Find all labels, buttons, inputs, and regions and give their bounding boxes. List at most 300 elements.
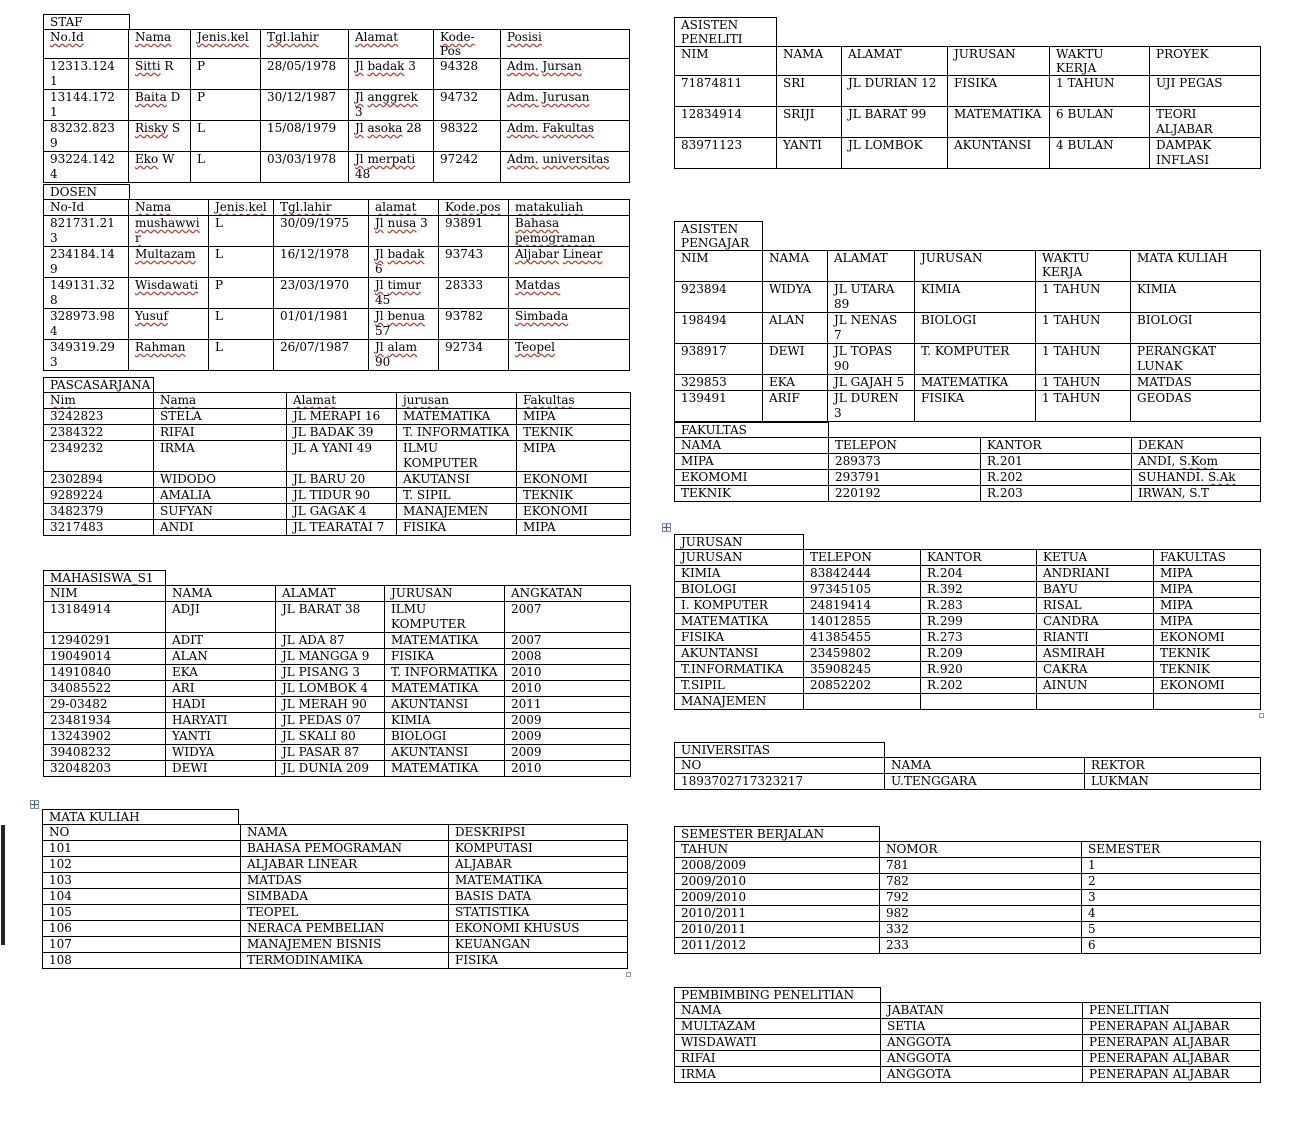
table-cell: Rahman	[129, 340, 209, 371]
table-cell: L	[209, 216, 274, 247]
table-header-row	[43, 825, 628, 841]
table-row	[44, 309, 630, 340]
table-cell: ALJABAR	[449, 857, 628, 873]
table-cell: Teopel	[509, 340, 630, 371]
table-cell: 71874811	[675, 76, 777, 107]
table-cell: DEWI	[763, 344, 828, 375]
table-cell: MIPA	[517, 409, 631, 425]
table-cell: 94328	[434, 59, 501, 90]
table-cell: SIMBADA	[241, 889, 449, 905]
table-cell: 2010	[505, 761, 631, 777]
table-cell: 03/03/1978	[261, 152, 349, 183]
table-row	[44, 713, 631, 729]
table-cell: JL BARAT 38	[276, 602, 385, 633]
table-cell: JL BARAT 99	[842, 107, 948, 138]
table-cell: PENERAPAN ALJABAR	[1083, 1035, 1261, 1051]
column-header: PROYEK	[1150, 47, 1261, 76]
table-cell: 2	[1082, 874, 1261, 890]
table-cell: T. INFORMATIKA	[385, 665, 505, 681]
table-cell: 1 TAHUN	[1036, 313, 1131, 344]
table-cell: 104	[43, 889, 241, 905]
table-cell: R.283	[921, 598, 1037, 614]
table-cell: KIMIA	[385, 713, 505, 729]
column-header: TELEPON	[804, 550, 921, 566]
table-move-handle-icon[interactable]	[662, 523, 671, 532]
table-cell: GEODAS	[1131, 391, 1261, 422]
column-header: NAMA	[885, 758, 1085, 774]
column-header: KETUA	[1037, 550, 1154, 566]
table-cell: 2010	[505, 681, 631, 697]
table-cell: 1 TAHUN	[1036, 282, 1131, 313]
table-row	[44, 633, 631, 649]
table-header-row	[44, 30, 630, 59]
table-cell: 289373	[829, 454, 981, 470]
table-row	[43, 905, 628, 921]
table-cell: MATEMATIKA	[915, 375, 1036, 391]
table-cell: FISIKA	[915, 391, 1036, 422]
table-cell: EKONOMI	[1154, 678, 1261, 694]
table-cell: 30/09/1975	[274, 216, 369, 247]
table-cell: 1 TAHUN	[1050, 76, 1150, 107]
table-cell: JL PISANG 3	[276, 665, 385, 681]
table-title: ASISTEN PENELITI	[674, 17, 777, 46]
column-header: DEKAN	[1132, 438, 1261, 454]
table-cell: Risky S	[129, 121, 191, 152]
table-cell: 32048203	[44, 761, 166, 777]
table-cell: 93224.1424	[44, 152, 129, 183]
table-cell: IRWAN, S.T	[1132, 486, 1261, 502]
table-cell: AMALIA	[154, 488, 287, 504]
table-cell: SUFYAN	[154, 504, 287, 520]
table-cell: 39408232	[44, 745, 166, 761]
table-title: JURUSAN	[674, 534, 804, 549]
table-row	[44, 216, 630, 247]
table-cell: JL DUREN 3	[828, 391, 915, 422]
table-cell: Bahasa pemograman	[509, 216, 630, 247]
table-cell: EKONOMI	[517, 504, 631, 520]
table-cell: LUKMAN	[1085, 774, 1261, 790]
table-cell: 13243902	[44, 729, 166, 745]
table-cell: JL DUNIA 209	[276, 761, 385, 777]
table-cell: JL MANGGA 9	[276, 649, 385, 665]
table-cell: MIPA	[517, 441, 631, 472]
table-cell: MATEMATIKA	[385, 681, 505, 697]
table-cell: 93891	[439, 216, 509, 247]
table-cell: JL PASAR 87	[276, 745, 385, 761]
mahasiswa-table	[43, 570, 630, 777]
table-row	[44, 152, 630, 183]
table-cell: Jl anggrek 3	[349, 90, 434, 121]
column-header: Nim	[44, 393, 154, 409]
table-cell: L	[209, 309, 274, 340]
table-row	[675, 470, 1261, 486]
table-cell: SRI	[777, 76, 842, 107]
table-cell: SETIA	[881, 1019, 1083, 1035]
table-cell: Matdas	[509, 278, 630, 309]
table-title: MAHASISWA_S1	[43, 570, 166, 585]
table-cell: 2008	[505, 649, 631, 665]
table-title: ASISTEN PENGAJAR	[674, 221, 763, 250]
table-cell: MIPA	[1154, 566, 1261, 582]
jurusan-table	[674, 534, 1260, 710]
table-cell: JL A YANI 49	[287, 441, 397, 472]
table-cell: WISDAWATI	[675, 1035, 881, 1051]
table-cell: FISIKA	[675, 630, 804, 646]
table-row	[675, 774, 1261, 790]
table-cell: 12313.1241	[44, 59, 129, 90]
table-row	[675, 391, 1261, 422]
table-cell: 3482379	[44, 504, 154, 520]
table-cell: ANGGOTA	[881, 1035, 1083, 1051]
table-cell: 234184.149	[44, 247, 129, 278]
table-row	[43, 857, 628, 873]
table-cell: 101	[43, 841, 241, 857]
table-cell: CAKRA	[1037, 662, 1154, 678]
table-cell: BAYU	[1037, 582, 1154, 598]
table-cell: TEOPEL	[241, 905, 449, 921]
column-header: TAHUN	[675, 842, 880, 858]
column-header: No-Id	[44, 200, 129, 216]
table-row	[44, 441, 631, 472]
table-cell: JL BARU 20	[287, 472, 397, 488]
table-cell: ALJABAR LINEAR	[241, 857, 449, 873]
table-cell: RIFAI	[675, 1051, 881, 1067]
asisten-peneliti-table	[674, 17, 1260, 169]
table-cell: 9289224	[44, 488, 154, 504]
table-cell: 2302894	[44, 472, 154, 488]
table-cell: JL TEARATAI 7	[287, 520, 397, 536]
table-cell	[921, 694, 1037, 710]
table-cell: Yusuf	[129, 309, 209, 340]
table-cell: Jl timur 45	[369, 278, 439, 309]
table-cell: U.TENGGARA	[885, 774, 1085, 790]
table-cell: BIOLOGI	[915, 313, 1036, 344]
table-cell: TEKNIK	[517, 488, 631, 504]
table-row	[675, 646, 1261, 662]
table-title: STAF	[43, 14, 130, 29]
table-cell: 220192	[829, 486, 981, 502]
table-cell: 01/01/1981	[274, 309, 369, 340]
table-cell: 30/12/1987	[261, 90, 349, 121]
table-cell: 12834914	[675, 107, 777, 138]
table-cell: Multazam	[129, 247, 209, 278]
column-header: KANTOR	[981, 438, 1132, 454]
table-cell: 92734	[439, 340, 509, 371]
table-cell: Baita D	[129, 90, 191, 121]
table-cell: BIOLOGI	[385, 729, 505, 745]
table-row	[675, 694, 1261, 710]
table-row	[43, 873, 628, 889]
table-cell: 781	[880, 858, 1082, 874]
table-cell: MIPA	[1154, 598, 1261, 614]
table-cell: 41385455	[804, 630, 921, 646]
table-cell: AKUTANSI	[397, 472, 517, 488]
table-cell: MATEMATIKA	[675, 614, 804, 630]
semester-berjalan-table	[674, 826, 1260, 954]
table-cell: Jl badak 3	[349, 59, 434, 90]
table-cell: 83842444	[804, 566, 921, 582]
table-cell: 14012855	[804, 614, 921, 630]
table-cell: BAHASA PEMOGRAMAN	[241, 841, 449, 857]
table-row	[44, 745, 631, 761]
table-cell: PENERAPAN ALJABAR	[1083, 1051, 1261, 1067]
table-cell: L	[191, 121, 261, 152]
table-cell: EKONOMI	[1154, 630, 1261, 646]
column-header: Tgl.lahir	[261, 30, 349, 59]
table-row	[44, 520, 631, 536]
table-cell: R.204	[921, 566, 1037, 582]
column-header: NAMA	[675, 1003, 881, 1019]
column-header: JURUSAN	[385, 586, 505, 602]
table-cell: Adm. universitas	[501, 152, 630, 183]
column-header: JURUSAN	[915, 251, 1036, 282]
column-header: ALAMAT	[828, 251, 915, 282]
table-cell: HARYATI	[166, 713, 276, 729]
table-cell: MIPA	[675, 454, 829, 470]
table-cell: IRMA	[154, 441, 287, 472]
table-cell: 19049014	[44, 649, 166, 665]
table-cell: ADJI	[166, 602, 276, 633]
table-cell: TEORI ALJABAR	[1150, 107, 1261, 138]
table-cell: Jl alam 90	[369, 340, 439, 371]
table-cell: KEUANGAN	[449, 937, 628, 953]
table-cell: 2384322	[44, 425, 154, 441]
column-header: NAMA	[675, 438, 829, 454]
table-cell: R.202	[921, 678, 1037, 694]
table-cell: Jl badak 6	[369, 247, 439, 278]
column-header: NIM	[44, 586, 166, 602]
table-cell: JL GAJAH 5	[828, 375, 915, 391]
table-row	[675, 566, 1261, 582]
table-cell: mushawwir	[129, 216, 209, 247]
table-row	[675, 598, 1261, 614]
table-cell: T.INFORMATIKA	[675, 662, 804, 678]
table-cell: 2008/2009	[675, 858, 880, 874]
column-header: Nama	[129, 30, 191, 59]
table-cell: JL TOPAS 90	[828, 344, 915, 375]
column-header: JURUSAN	[948, 47, 1050, 76]
table-cell: MIPA	[517, 520, 631, 536]
table-cell: 107	[43, 937, 241, 953]
column-header: WAKTU KERJA	[1050, 47, 1150, 76]
table-cell: KIMIA	[1131, 282, 1261, 313]
table-cell: JL LOMBOK	[842, 138, 948, 169]
table-row	[44, 340, 630, 371]
table-cell: KIMIA	[915, 282, 1036, 313]
table-row	[44, 247, 630, 278]
table-cell: MIPA	[1154, 582, 1261, 598]
table-row	[675, 1051, 1261, 1067]
table-cell: KIMIA	[675, 566, 804, 582]
table-cell: Jl merpati 48	[349, 152, 434, 183]
table-cell: PENERAPAN ALJABAR	[1083, 1019, 1261, 1035]
table-cell: 97242	[434, 152, 501, 183]
table-cell: 923894	[675, 282, 763, 313]
table-cell: JL SKALI 80	[276, 729, 385, 745]
column-header: No.Id	[44, 30, 129, 59]
table-row	[44, 121, 630, 152]
table-row	[44, 90, 630, 121]
table-resize-handle-icon[interactable]	[1259, 713, 1264, 718]
table-row	[44, 761, 631, 777]
table-row	[44, 278, 630, 309]
table-cell: 102	[43, 857, 241, 873]
table-cell: Jl nusa 3	[369, 216, 439, 247]
text-cursor-bar	[1, 825, 5, 945]
column-header: NIM	[675, 251, 763, 282]
table-cell: JL MERAH 90	[276, 697, 385, 713]
table-cell: JL TIDUR 90	[287, 488, 397, 504]
table-cell: 23/03/1970	[274, 278, 369, 309]
table-cell: 2010/2011	[675, 922, 880, 938]
table-cell: 1 TAHUN	[1036, 391, 1131, 422]
column-header: Fakultas	[517, 393, 631, 409]
table-row	[675, 858, 1261, 874]
column-header: ALAMAT	[276, 586, 385, 602]
column-header: TELEPON	[829, 438, 981, 454]
table-cell: R.920	[921, 662, 1037, 678]
table-cell: BASIS DATA	[449, 889, 628, 905]
table-cell: 2007	[505, 633, 631, 649]
column-header: Jenis.kel	[209, 200, 274, 216]
table-header-row	[44, 200, 630, 216]
table-cell: T.SIPIL	[675, 678, 804, 694]
table-cell: 2009/2010	[675, 874, 880, 890]
table-cell: 1893702717323217	[675, 774, 885, 790]
table-move-handle-icon[interactable]	[30, 800, 39, 809]
column-header: jurusan	[397, 393, 517, 409]
column-header: ALAMAT	[842, 47, 948, 76]
table-cell: 83232.8239	[44, 121, 129, 152]
table-cell: FISIKA	[385, 649, 505, 665]
table-cell: JL GAGAK 4	[287, 504, 397, 520]
table-cell: I. KOMPUTER	[675, 598, 804, 614]
table-row	[675, 282, 1261, 313]
table-cell: AKUNTANSI	[385, 697, 505, 713]
table-cell: MANAJEMEN BISNIS	[241, 937, 449, 953]
table-cell: 83971123	[675, 138, 777, 169]
column-header: Alamat	[287, 393, 397, 409]
table-cell: 982	[880, 906, 1082, 922]
table-cell: ANDRIANI	[1037, 566, 1154, 582]
table-cell: T. KOMPUTER	[915, 344, 1036, 375]
table-row	[675, 107, 1261, 138]
table-cell: JL ADA 87	[276, 633, 385, 649]
table-row	[675, 344, 1261, 375]
table-cell: RIANTI	[1037, 630, 1154, 646]
column-header: Nama	[154, 393, 287, 409]
table-cell	[1154, 694, 1261, 710]
table-row	[675, 890, 1261, 906]
table-cell: ADIT	[166, 633, 276, 649]
table-row	[675, 630, 1261, 646]
table-cell: 3	[1082, 890, 1261, 906]
table-cell: P	[209, 278, 274, 309]
table-cell: UJI PEGAS	[1150, 76, 1261, 107]
table-cell: Aljabar Linear	[509, 247, 630, 278]
table-cell: DAMPAK INFLASI	[1150, 138, 1261, 169]
column-header: NOMOR	[880, 842, 1082, 858]
table-cell: PERANGKAT LUNAK	[1131, 344, 1261, 375]
table-cell: R.209	[921, 646, 1037, 662]
table-cell: YANTI	[166, 729, 276, 745]
table-cell: 3242823	[44, 409, 154, 425]
table-cell: 13184914	[44, 602, 166, 633]
table-title: PEMBIMBING PENELITIAN	[674, 987, 881, 1002]
table-cell: R.273	[921, 630, 1037, 646]
column-header: Jenis.kel	[191, 30, 261, 59]
table-cell: KOMPUTASI	[449, 841, 628, 857]
table-resize-handle-icon[interactable]	[626, 972, 631, 977]
table-cell: ANGGOTA	[881, 1067, 1083, 1083]
table-cell: Wisdawati	[129, 278, 209, 309]
table-cell: FISIKA	[449, 953, 628, 969]
table-row	[675, 454, 1261, 470]
table-cell: 93743	[439, 247, 509, 278]
table-row	[43, 953, 628, 969]
table-row	[44, 665, 631, 681]
column-header: NO	[675, 758, 885, 774]
table-cell: 28333	[439, 278, 509, 309]
table-cell: JL MERAPI 16	[287, 409, 397, 425]
table-cell: MIPA	[1154, 614, 1261, 630]
table-row	[675, 922, 1261, 938]
table-cell: MATDAS	[241, 873, 449, 889]
table-cell: MANAJEMEN	[675, 694, 804, 710]
table-cell: P	[191, 59, 261, 90]
table-cell: R.202	[981, 470, 1132, 486]
table-cell: PENERAPAN ALJABAR	[1083, 1067, 1261, 1083]
table-cell: R.201	[981, 454, 1132, 470]
table-header-row	[675, 758, 1261, 774]
table-cell: T. INFORMATIKA	[397, 425, 517, 441]
table-row	[43, 937, 628, 953]
table-row	[675, 874, 1261, 890]
table-header-row	[675, 251, 1261, 282]
table-row	[675, 1035, 1261, 1051]
table-cell: ILMU KOMPUTER	[397, 441, 517, 472]
table-row	[44, 504, 631, 520]
fakultas-table	[674, 422, 1260, 502]
column-header: Alamat	[349, 30, 434, 59]
table-cell: MATDAS	[1131, 375, 1261, 391]
table-cell: 13144.1721	[44, 90, 129, 121]
table-title: DOSEN	[43, 184, 130, 199]
table-cell: AKUNTANSI	[948, 138, 1050, 169]
table-header-row	[675, 47, 1261, 76]
table-cell: MATEMATIKA	[948, 107, 1050, 138]
table-cell: 1 TAHUN	[1036, 344, 1131, 375]
table-row	[44, 59, 630, 90]
table-cell: ANDI	[154, 520, 287, 536]
table-cell: EKOMOMI	[675, 470, 829, 486]
table-cell: RIFAI	[154, 425, 287, 441]
table-row	[675, 375, 1261, 391]
column-header: Nama	[129, 200, 209, 216]
table-cell: Eko W	[129, 152, 191, 183]
table-cell: 12940291	[44, 633, 166, 649]
table-cell: TEKNIK	[517, 425, 631, 441]
column-header: WAKTU KERJA	[1036, 251, 1131, 282]
table-cell: Jl benua 57	[369, 309, 439, 340]
table-title: UNIVERSITAS	[674, 742, 885, 757]
table-cell: Jl asoka 28	[349, 121, 434, 152]
table-cell: JL DURIAN 12	[842, 76, 948, 107]
table-cell: WIDODO	[154, 472, 287, 488]
table-cell: R.392	[921, 582, 1037, 598]
table-row	[43, 921, 628, 937]
table-cell: BIOLOGI	[1131, 313, 1261, 344]
